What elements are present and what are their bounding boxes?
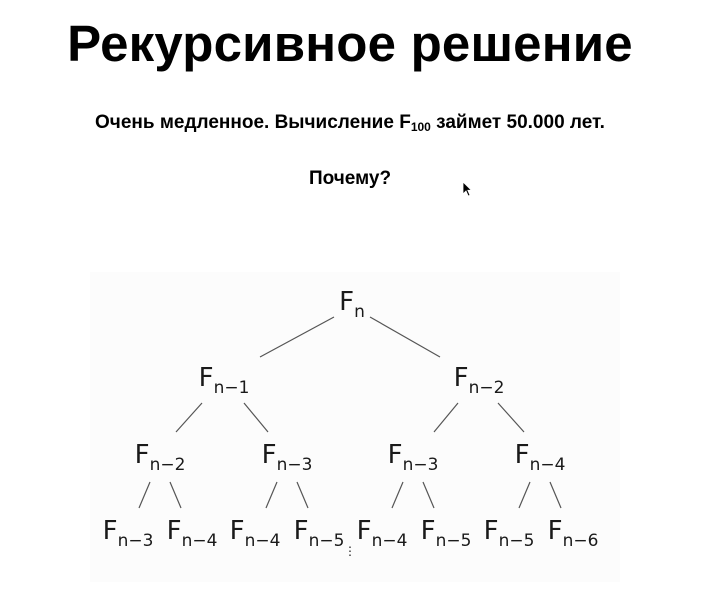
node-subscript: n−5 xyxy=(435,531,472,551)
subtitle-subscript: 100 xyxy=(410,120,431,134)
node-symbol: F xyxy=(387,440,403,470)
tree-node-level2 xyxy=(135,441,186,479)
tree-edge xyxy=(176,403,202,432)
node-symbol: F xyxy=(420,516,436,546)
tree-continuation-ellipsis: ⋮ xyxy=(344,544,356,558)
tree-node-level3 xyxy=(294,517,345,555)
node-subscript: n−3 xyxy=(276,455,313,475)
node-subscript: n−3 xyxy=(117,531,154,551)
subtitle-text-before: Очень медленное. Вычисление F xyxy=(95,112,411,133)
tree-node-level3 xyxy=(421,517,472,555)
tree-node-level2 xyxy=(262,441,313,479)
node-subscript: n−4 xyxy=(371,531,408,551)
slide-subtitle xyxy=(0,111,700,139)
node-subscript: n−4 xyxy=(244,531,281,551)
tree-edge xyxy=(370,317,440,357)
node-symbol: F xyxy=(514,440,530,470)
subtitle-text-after: займет 50.000 лет. xyxy=(430,112,605,133)
tree-edge xyxy=(260,317,334,357)
tree-node-level3 xyxy=(548,517,599,555)
tree-edge xyxy=(519,482,530,508)
tree-edge xyxy=(297,482,308,508)
slide-title: Рекурсивное решение xyxy=(67,15,633,72)
node-subscript: n−4 xyxy=(529,455,566,475)
node-subscript: n xyxy=(354,302,365,322)
node-symbol: F xyxy=(134,440,150,470)
tree-edge xyxy=(434,403,458,432)
node-symbol: F xyxy=(261,440,277,470)
tree-edge xyxy=(244,403,268,432)
tree-node-root xyxy=(339,288,365,326)
tree-edge xyxy=(266,482,277,508)
node-symbol: F xyxy=(547,516,563,546)
fibonacci-recursion-tree xyxy=(90,272,620,582)
tree-node-level2 xyxy=(388,441,439,479)
node-symbol: F xyxy=(198,363,214,393)
node-symbol: F xyxy=(339,287,355,317)
tree-node-level1 xyxy=(454,364,505,402)
node-symbol: F xyxy=(453,363,469,393)
mouse-pointer-icon xyxy=(462,181,472,197)
node-symbol: F xyxy=(356,516,372,546)
tree-node-level2 xyxy=(515,441,566,479)
node-symbol: F xyxy=(229,516,245,546)
tree-edge xyxy=(498,403,524,432)
tree-edge xyxy=(423,482,434,508)
tree-node-level3 xyxy=(103,517,154,555)
node-subscript: n−5 xyxy=(308,531,345,551)
tree-edge xyxy=(392,482,403,508)
node-symbol: F xyxy=(483,516,499,546)
tree-node-level3 xyxy=(230,517,281,555)
node-symbol: F xyxy=(293,516,309,546)
node-subscript: n−1 xyxy=(213,378,250,398)
node-subscript: n−2 xyxy=(468,378,505,398)
slide-question: Почему? xyxy=(308,168,392,189)
tree-edge xyxy=(170,482,181,508)
node-subscript: n−5 xyxy=(498,531,535,551)
node-subscript: n−4 xyxy=(181,531,218,551)
node-subscript: n−2 xyxy=(149,455,186,475)
node-subscript: n−6 xyxy=(562,531,599,551)
tree-node-level3 xyxy=(167,517,218,555)
node-symbol: F xyxy=(102,516,118,546)
tree-node-level3 xyxy=(484,517,535,555)
tree-edge xyxy=(139,482,150,508)
node-symbol: F xyxy=(166,516,182,546)
tree-edge xyxy=(550,482,561,508)
tree-node-level1 xyxy=(199,364,250,402)
tree-node-level3 xyxy=(357,517,408,555)
node-subscript: n−3 xyxy=(402,455,439,475)
